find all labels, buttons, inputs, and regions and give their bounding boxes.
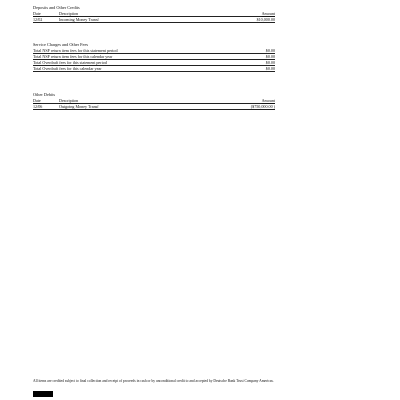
amount-column-header: Amount (261, 98, 275, 103)
footer-disclaimer: All items are credited subject to final collection and receipt of proceeds in cash or by unconditional credit to and accepted by Deutsche Bank Trust Company Americas. (33, 379, 274, 383)
transaction-date: 12/02 (33, 17, 43, 22)
transaction-date: 12/06 (33, 104, 43, 109)
fees-title: Service Charges and Other Fees (33, 42, 89, 47)
fee-amount: $0.00 (265, 60, 275, 65)
date-column-header: Date (33, 98, 41, 103)
transaction-description: Outgoing Money Transf (59, 104, 99, 109)
fee-amount: $0.00 (265, 48, 275, 53)
transaction-amount: ($750,000.00 ) (250, 104, 275, 109)
deposits-section (33, 5, 275, 23)
amount-column-header: Amount (261, 11, 275, 16)
fee-amount: $0.00 (265, 66, 275, 71)
deposits-title: Deposits and Other Credits (33, 5, 80, 10)
fee-description: Total NSF return item fees for this statement period (33, 48, 118, 53)
table-row (33, 66, 275, 72)
fee-description: Total NSF return item fees for this calendar year (33, 54, 113, 59)
fees-section (33, 42, 275, 72)
description-column-header: Description (59, 11, 79, 16)
fee-description: Total Overdraft fees for this statement period (33, 60, 107, 65)
transaction-description: Incoming Money Transf (59, 17, 99, 22)
fee-description: Total Overdraft fees for this calendar year (33, 66, 102, 71)
date-column-header: Date (33, 11, 41, 16)
debits-section (33, 92, 275, 110)
table-row (33, 17, 275, 23)
transaction-amount: $10,000.00 (256, 17, 275, 22)
debits-title: Other Debits (33, 92, 56, 97)
redaction-block (33, 391, 53, 397)
fee-amount: $0.00 (265, 54, 275, 59)
table-row (33, 104, 275, 110)
description-column-header: Description (59, 98, 79, 103)
